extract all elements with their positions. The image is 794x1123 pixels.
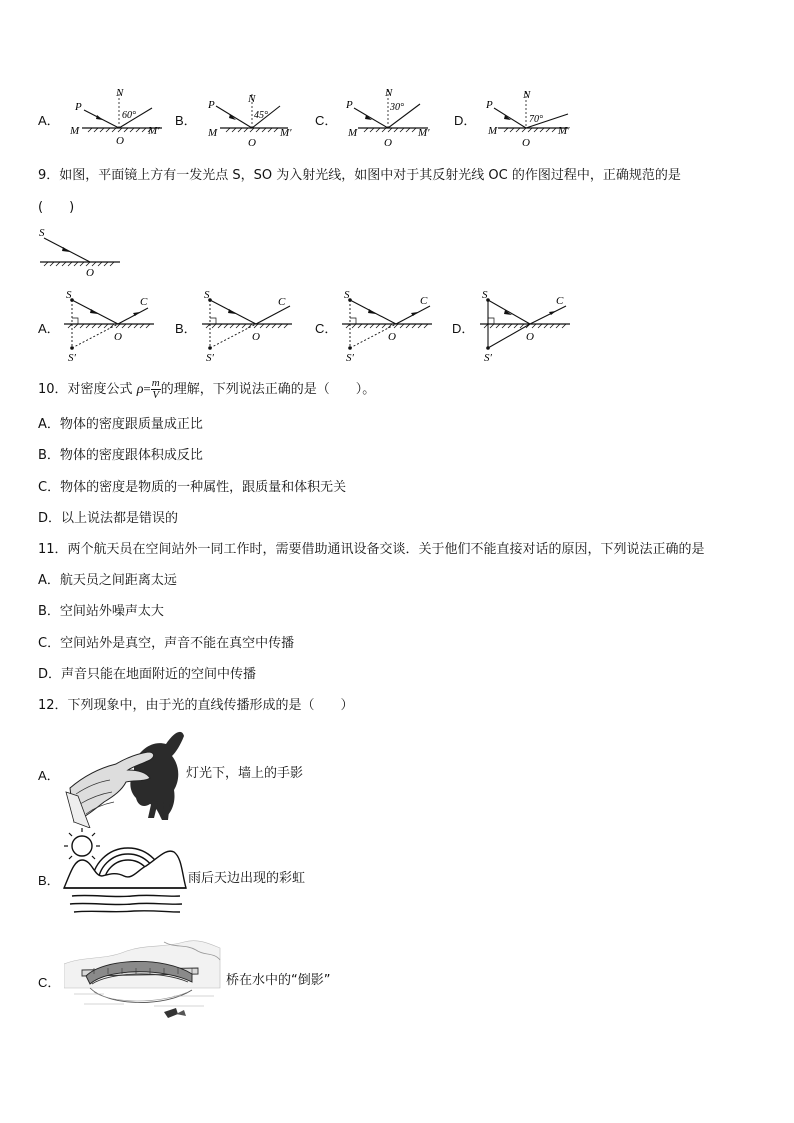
q10-denominator: V — [152, 389, 160, 401]
q8a-label-mp: M′ — [148, 125, 160, 137]
q8a-label-n: N — [116, 88, 124, 99]
q9c-label-sp: S′ — [346, 352, 354, 364]
q12-text: 12．下列现象中，由于光的直线传播形成的是（ ） — [38, 698, 354, 713]
q9a-label-s: S — [66, 289, 72, 301]
q10-numerator: m — [151, 377, 160, 389]
q8c-label-mp: M′ — [418, 127, 430, 139]
q9-fig-label-o: O — [86, 267, 94, 279]
q9b-label-o: O — [252, 331, 260, 343]
q8-option-c-letter: C． — [315, 113, 338, 128]
q8b-label-o: O — [248, 137, 256, 149]
q9-bracket: ( ) — [38, 200, 75, 215]
q9b-label-s: S — [204, 289, 210, 301]
q9d-label-o: O — [526, 331, 534, 343]
q9-figure — [36, 224, 126, 280]
q9d-label-c: C — [556, 295, 564, 307]
q9-option-c-letter: C． — [315, 321, 338, 336]
q12-option-b-letter: B． — [38, 873, 60, 888]
q8c-label-n: N — [385, 88, 393, 99]
q9a-label-o: O — [114, 331, 122, 343]
q9a-label-sp: S′ — [68, 352, 76, 364]
q10-equals: = — [143, 381, 151, 396]
q10-option-d: D．以上说法都是错误的 — [38, 511, 179, 526]
q8b-label-mp: M′ — [280, 127, 292, 139]
q9-option-d-diagram — [476, 288, 576, 364]
q10-fraction — [151, 378, 161, 401]
q8-option-d-diagram — [486, 88, 586, 150]
q8-option-a-letter: A． — [38, 113, 60, 128]
q10-option-c: C．物体的密度是物质的一种属性，跟质量和体积无关 — [38, 480, 347, 495]
q8-option-d-letter: D． — [454, 113, 477, 128]
q8d-label-p: P — [486, 99, 493, 111]
q10-stem — [38, 376, 375, 403]
q11-option-b: B．空间站外噪声太大 — [38, 604, 164, 619]
q9b-label-c: C — [278, 296, 286, 308]
q9a-label-c: C — [140, 296, 148, 308]
q9c-label-o: O — [388, 331, 396, 343]
q12-option-c-caption: 桥在水中的“倒影” — [226, 973, 331, 988]
q12-option-a-caption: 灯光下，墙上的手影 — [186, 766, 304, 781]
q12-option-c-letter: C． — [38, 975, 61, 990]
q9-option-b-diagram — [198, 288, 298, 364]
q12-option-a-letter: A． — [38, 768, 60, 783]
q12-option-b-caption: 雨后天边出现的彩虹 — [188, 871, 306, 886]
q9d-label-s: S — [482, 289, 488, 301]
rainbow-illustration — [62, 824, 188, 914]
q9-option-b-letter: B． — [175, 321, 197, 336]
q8b-label-m: M — [208, 127, 218, 139]
q9-option-d-letter: D． — [452, 321, 475, 336]
q11-option-d: D．声音只能在地面附近的空间中传播 — [38, 667, 257, 682]
q11-text: 11．两个航天员在空间站外一同工作时，需要借助通讯设备交谈．关于他们不能直接对话的原因，下列说法正确的是 — [38, 542, 705, 557]
q8a-angle: 60° — [122, 110, 136, 121]
q8a-label-m: M — [70, 125, 80, 137]
q11-option-c: C．空间站外是真空，声音不能在真空中传播 — [38, 636, 295, 651]
q10-rho: ρ — [136, 382, 144, 397]
q8d-label-n: N — [523, 89, 531, 101]
q8a-label-o: O — [116, 135, 124, 147]
q9-text: 9．如图，平面镜上方有一发光点 S，SO 为入射光线，如图中对于其反射光线 OC 的作图过程中，正确规范的是 — [38, 168, 681, 183]
q8b-label-p: P — [208, 99, 215, 111]
q9c-label-s: S — [344, 289, 350, 301]
q9-option-a-letter: A． — [38, 321, 60, 336]
q9d-label-sp: S′ — [484, 352, 492, 364]
q9-option-a-diagram — [60, 288, 160, 364]
q8c-label-m: M — [348, 127, 358, 139]
q9-fig-label-s: S — [39, 227, 45, 239]
q9-option-c-diagram — [338, 288, 438, 364]
q8c-angle: 30° — [390, 102, 404, 113]
q8d-angle: 70° — [529, 114, 543, 125]
q8a-label-p: P — [75, 101, 82, 113]
q8-option-b-diagram — [208, 88, 308, 150]
q8-option-c-diagram — [346, 88, 446, 150]
sun-icon — [72, 836, 92, 856]
q8d-label-o: O — [522, 137, 530, 149]
q8d-label-mp: M′ — [558, 125, 570, 137]
q10-prefix: 10．对密度公式 — [38, 382, 133, 397]
q8-option-a-diagram — [70, 88, 170, 150]
q8d-label-m: M — [488, 125, 498, 137]
q8b-angle: 45° — [254, 110, 268, 121]
q10-option-a: A．物体的密度跟质量成正比 — [38, 417, 203, 432]
q9c-label-c: C — [420, 295, 428, 307]
q8c-label-o: O — [384, 137, 392, 149]
q8b-label-n: N — [248, 93, 256, 105]
q8-option-b-letter: B． — [175, 113, 197, 128]
bridge-reflection-illustration — [64, 934, 224, 1026]
q11-option-a: A．航天员之间距离太远 — [38, 573, 177, 588]
q9b-label-sp: S′ — [206, 352, 214, 364]
hand-shadow-illustration — [64, 722, 186, 828]
q8c-label-p: P — [346, 99, 353, 111]
q10-suffix: 的理解，下列说法正确的是（ ）。 — [160, 382, 376, 397]
q10-option-b: B．物体的密度跟体积成反比 — [38, 448, 203, 463]
